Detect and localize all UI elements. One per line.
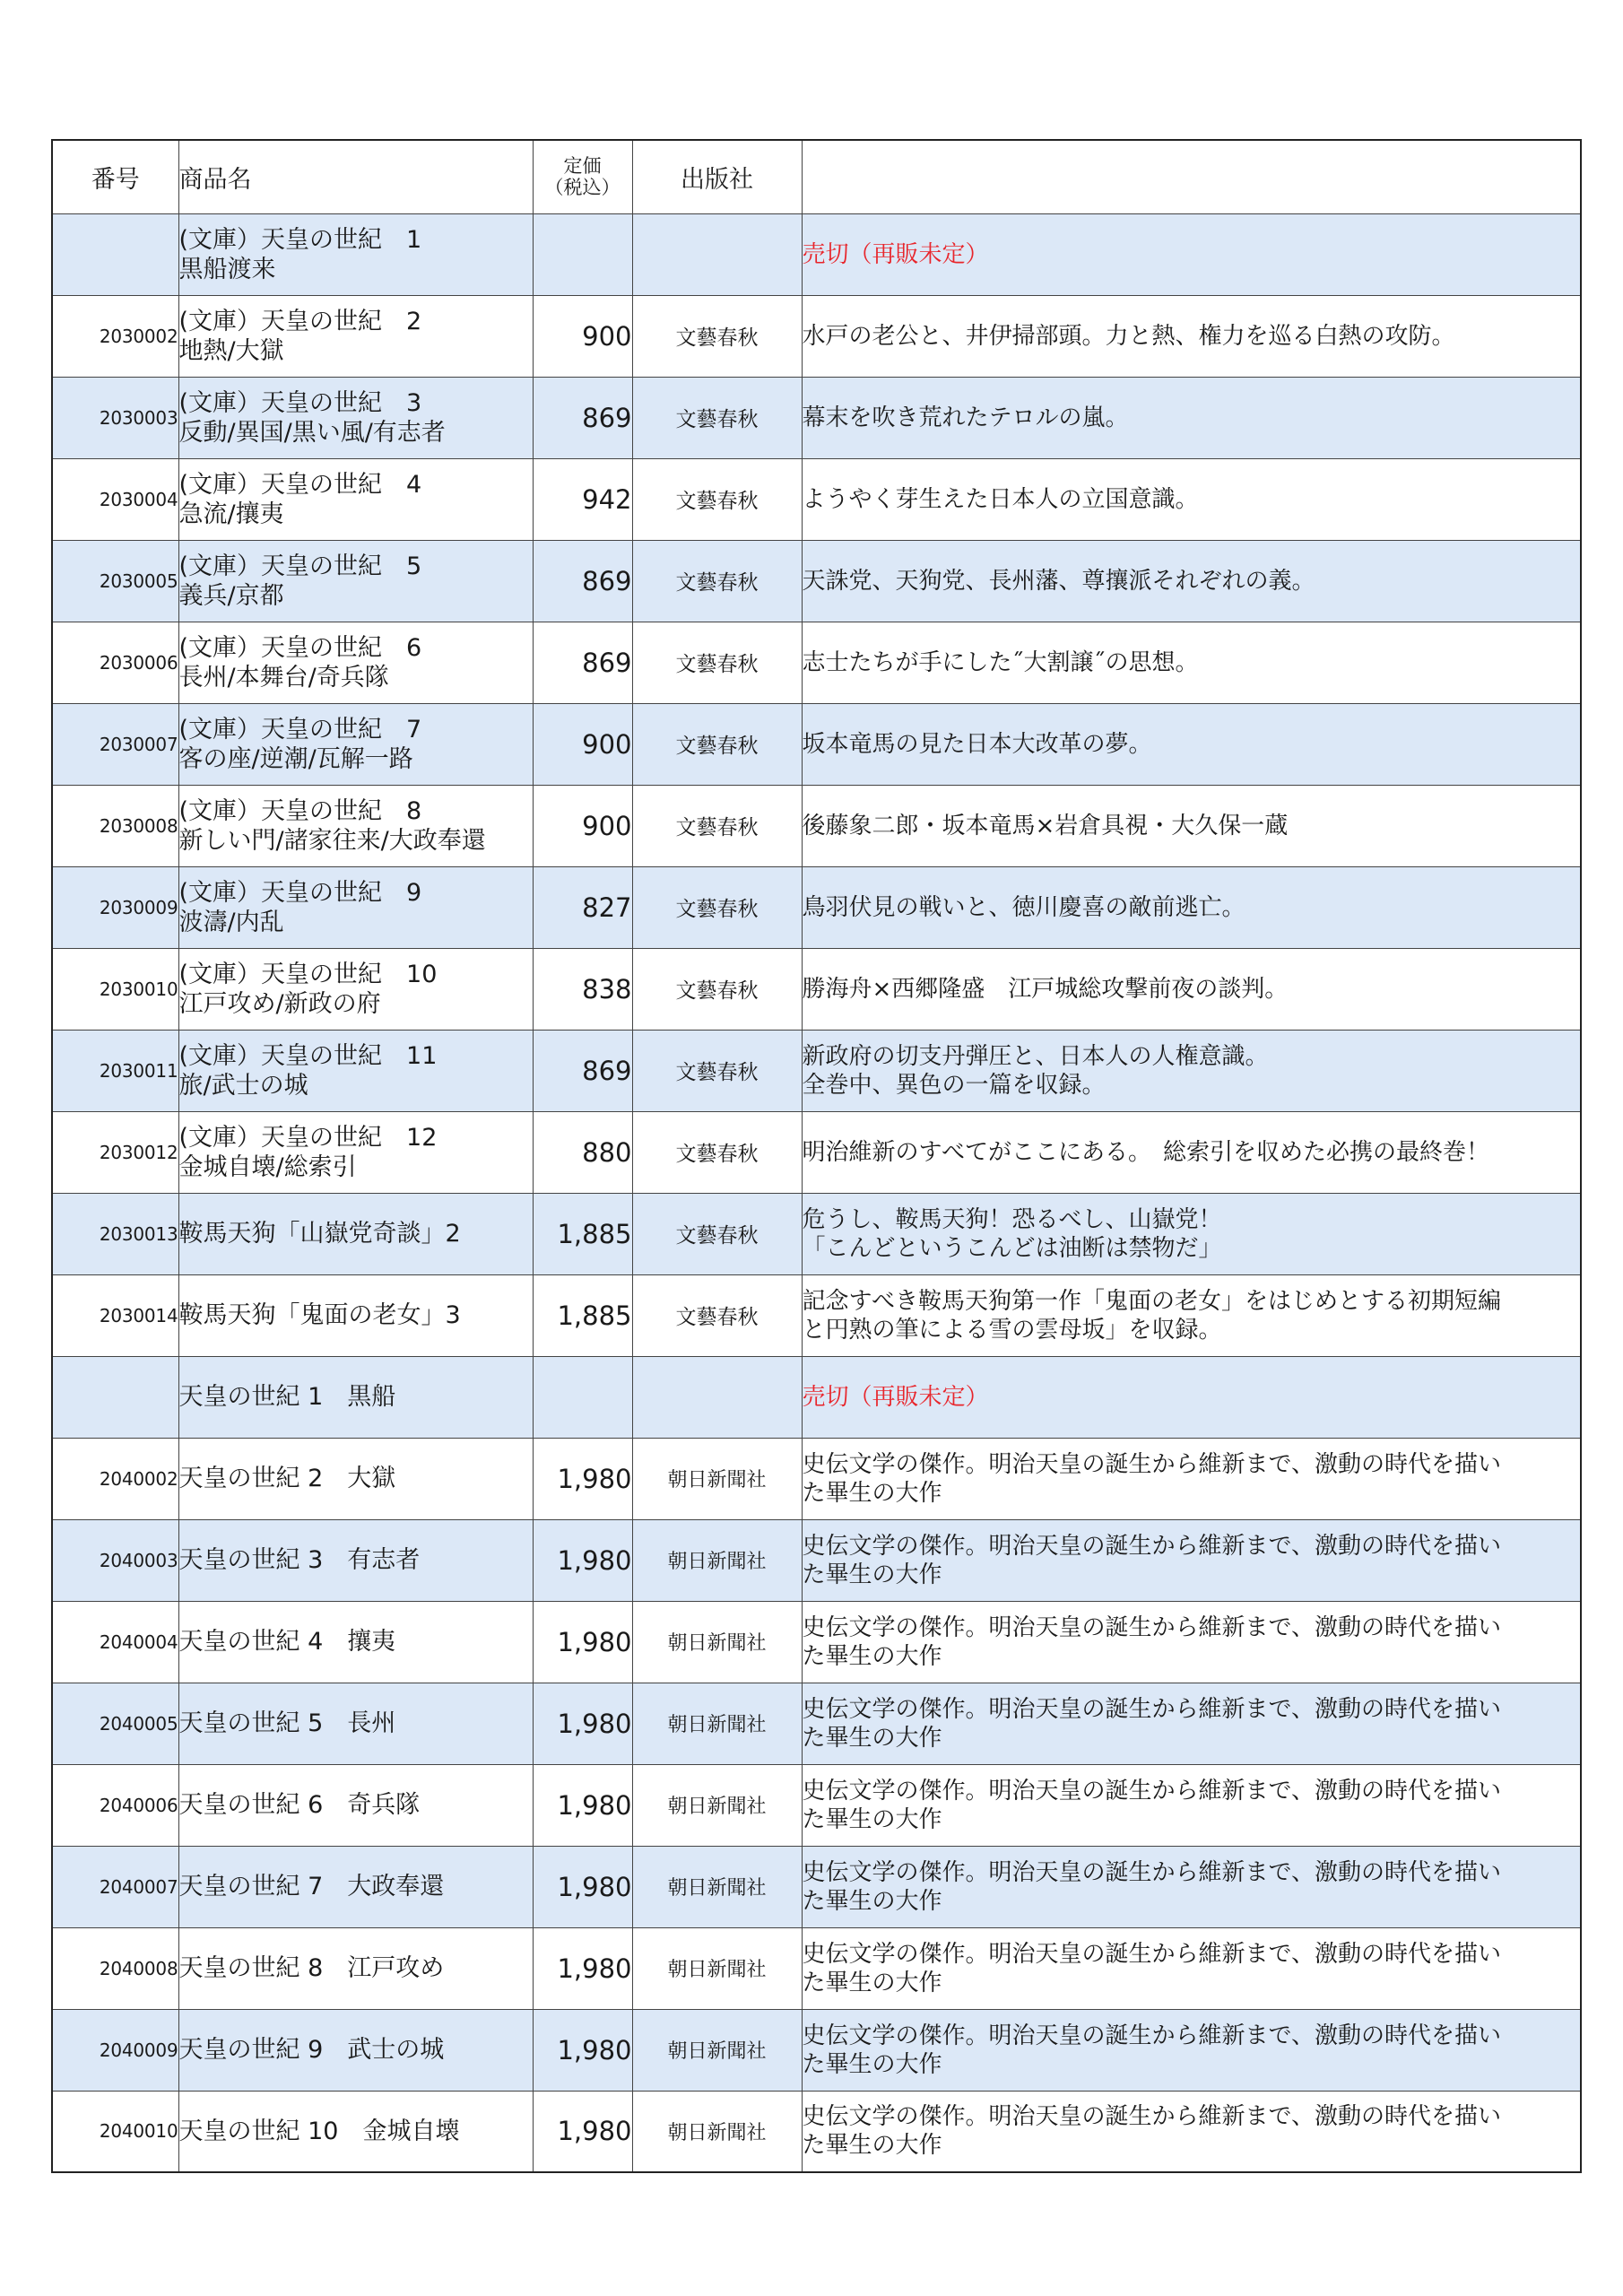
table-row (52, 2091, 1581, 2172)
product-id: 2030013 (52, 1193, 178, 1274)
product-name-line1: 天皇の世紀 9 武士の城 (178, 2036, 445, 2064)
table-row (52, 1030, 1581, 1111)
product-name (178, 1193, 533, 1274)
product-id: 2030011 (52, 1030, 178, 1111)
table-row (52, 1356, 1581, 1438)
table-row (52, 948, 1581, 1030)
product-name (178, 866, 533, 948)
product-price: 869 (533, 1030, 632, 1111)
product-id: 2040009 (52, 2009, 178, 2091)
product-name (178, 785, 533, 866)
product-publisher: 文藝春秋 (632, 703, 802, 785)
product-name (178, 1356, 533, 1438)
header-row (52, 140, 1581, 213)
product-price: 1,980 (533, 1438, 632, 1519)
product-id: 2040002 (52, 1438, 178, 1519)
product-description-line1: 新政府の切支丹弾圧と、日本人の人権意識。 (802, 1042, 1269, 1070)
product-name-line1: (文庫）天皇の世紀 2 (178, 307, 422, 335)
product-id: 2040006 (52, 1764, 178, 1846)
product-publisher: 文藝春秋 (632, 1274, 802, 1356)
product-price: 1,980 (533, 1927, 632, 2009)
product-publisher: 朝日新聞社 (632, 1764, 802, 1846)
product-id: 2030005 (52, 540, 178, 622)
product-name-line1: 天皇の世紀 4 攘夷 (178, 1628, 396, 1656)
product-publisher: 文藝春秋 (632, 295, 802, 377)
table-row (52, 1438, 1581, 1519)
table-row (52, 703, 1581, 785)
product-description-line1: 史伝文学の傑作。明治天皇の誕生から維新まで、激動の時代を描い (802, 1532, 1501, 1560)
product-name (178, 948, 533, 1030)
product-description-line2: た畢生の大作 (802, 1561, 942, 1588)
product-publisher: 朝日新聞社 (632, 1519, 802, 1601)
product-id: 2030008 (52, 785, 178, 866)
product-id: 2040010 (52, 2091, 178, 2172)
product-name (178, 1111, 533, 1193)
product-name-line1: (文庫）天皇の世紀 5 (178, 552, 422, 580)
product-id: 2030006 (52, 622, 178, 703)
product-id (52, 1356, 178, 1438)
product-publisher: 朝日新聞社 (632, 2091, 802, 2172)
product-name-line2: 地熱/大獄 (178, 336, 284, 365)
product-id: 2030007 (52, 703, 178, 785)
table-row (52, 785, 1581, 866)
product-price: 1,980 (533, 1601, 632, 1683)
product-id: 2030003 (52, 377, 178, 458)
product-description (802, 213, 1581, 295)
product-publisher: 朝日新聞社 (632, 1601, 802, 1683)
product-name-line2: 長州/本舞台/奇兵隊 (178, 663, 389, 691)
product-publisher: 朝日新聞社 (632, 1927, 802, 2009)
product-id: 2030012 (52, 1111, 178, 1193)
product-name-line1: (文庫）天皇の世紀 1 (178, 225, 422, 254)
product-name-line1: (文庫）天皇の世紀 7 (178, 715, 422, 744)
header-name: 商品名 (178, 140, 533, 213)
table-row (52, 213, 1581, 295)
product-name-line1: 鞍馬天狗「山嶽党奇談」2 (178, 1220, 461, 1248)
product-description-line1: 勝海舟×西郷隆盛 江戸城総攻撃前夜の談判。 (802, 975, 1289, 1003)
product-description-line1: 明治維新のすべてがここにある。 総索引を収めた必携の最終巻！ (802, 1138, 1489, 1166)
product-price: 869 (533, 377, 632, 458)
product-description (802, 458, 1581, 540)
product-description-line1: 坂本竜馬の見た日本大改革の夢。 (802, 730, 1152, 758)
product-price: 1,980 (533, 2009, 632, 2091)
product-description-line1: 売切（再販未定） (802, 1383, 989, 1411)
product-name (178, 1683, 533, 1764)
product-description-line1: 史伝文学の傑作。明治天皇の誕生から維新まで、激動の時代を描い (802, 1450, 1501, 1478)
header-price-line1: 定価 (563, 155, 602, 178)
product-name-line2: 旅/武士の城 (178, 1071, 308, 1100)
product-price: 1,980 (533, 1519, 632, 1601)
product-description-line1: 志士たちが手にした˝大割譲˝の思想。 (802, 648, 1199, 676)
product-name (178, 703, 533, 785)
table-row (52, 1274, 1581, 1356)
product-price: 838 (533, 948, 632, 1030)
product-description (802, 1927, 1581, 2009)
product-price: 942 (533, 458, 632, 540)
product-publisher (632, 1356, 802, 1438)
table-row (52, 622, 1581, 703)
product-publisher: 文藝春秋 (632, 866, 802, 948)
product-name (178, 1846, 533, 1927)
product-description (802, 1030, 1581, 1111)
product-name (178, 540, 533, 622)
product-description (802, 703, 1581, 785)
product-name (178, 622, 533, 703)
product-name-line1: (文庫）天皇の世紀 12 (178, 1123, 438, 1152)
product-description (802, 1764, 1581, 1846)
product-description (802, 948, 1581, 1030)
table-row (52, 1683, 1581, 1764)
product-publisher: 文藝春秋 (632, 948, 802, 1030)
table-row (52, 295, 1581, 377)
table-row (52, 1519, 1581, 1601)
product-publisher: 文藝春秋 (632, 540, 802, 622)
product-publisher: 朝日新聞社 (632, 1846, 802, 1927)
product-description-line2: た畢生の大作 (802, 1724, 942, 1752)
product-id: 2030004 (52, 458, 178, 540)
product-publisher: 文藝春秋 (632, 458, 802, 540)
product-name-line1: 天皇の世紀 1 黒船 (178, 1383, 396, 1411)
product-id: 2030014 (52, 1274, 178, 1356)
product-name-line2: 江戸攻め/新政の府 (178, 989, 381, 1018)
product-description-line1: 鳥羽伏見の戦いと、徳川慶喜の敵前逃亡。 (802, 893, 1245, 921)
product-description (802, 1683, 1581, 1764)
product-name (178, 1030, 533, 1111)
product-price: 1,885 (533, 1274, 632, 1356)
product-description (802, 1193, 1581, 1274)
product-price (533, 1356, 632, 1438)
product-name (178, 1927, 533, 2009)
product-description-line2: た畢生の大作 (802, 1805, 942, 1833)
product-description-line1: 売切（再販未定） (802, 240, 989, 268)
product-price (533, 213, 632, 295)
product-description (802, 785, 1581, 866)
product-description-line1: 水戸の老公と、井伊掃部頭。力と熱、権力を巡る白熱の攻防。 (802, 322, 1455, 350)
header-description (802, 140, 1581, 213)
product-description-line2: た畢生の大作 (802, 1887, 942, 1915)
product-description (802, 622, 1581, 703)
table-row (52, 1764, 1581, 1846)
product-id: 2030009 (52, 866, 178, 948)
product-description-line1: 史伝文学の傑作。明治天皇の誕生から維新まで、激動の時代を描い (802, 1777, 1501, 1805)
product-description-line1: 史伝文学の傑作。明治天皇の誕生から維新まで、激動の時代を描い (802, 1858, 1501, 1886)
product-id: 2040004 (52, 1601, 178, 1683)
product-price: 869 (533, 622, 632, 703)
product-name-line1: (文庫）天皇の世紀 9 (178, 878, 422, 907)
product-description (802, 2009, 1581, 2091)
table-row (52, 1111, 1581, 1193)
product-id: 2040007 (52, 1846, 178, 1927)
product-name-line1: (文庫）天皇の世紀 11 (178, 1041, 438, 1070)
product-publisher: 朝日新聞社 (632, 1683, 802, 1764)
product-name (178, 295, 533, 377)
product-description (802, 540, 1581, 622)
product-publisher: 文藝春秋 (632, 377, 802, 458)
product-price: 827 (533, 866, 632, 948)
product-description (802, 295, 1581, 377)
product-price: 900 (533, 785, 632, 866)
product-id: 2030010 (52, 948, 178, 1030)
product-description (802, 1356, 1581, 1438)
product-name (178, 2091, 533, 2172)
product-name (178, 1764, 533, 1846)
product-description-line2: た畢生の大作 (802, 1969, 942, 1996)
product-publisher (632, 213, 802, 295)
product-publisher: 文藝春秋 (632, 1193, 802, 1274)
product-name-line1: (文庫）天皇の世紀 3 (178, 388, 422, 417)
product-publisher: 文藝春秋 (632, 785, 802, 866)
catalog-table (51, 139, 1582, 2173)
product-description (802, 377, 1581, 458)
product-name (178, 458, 533, 540)
product-description-line2: 「こんどというこんどは油断は禁物だ」 (802, 1234, 1222, 1262)
product-description-line2: と円熟の筆による雪の雲母坂」を収録。 (802, 1316, 1222, 1344)
product-description-line1: 史伝文学の傑作。明治天皇の誕生から維新まで、激動の時代を描い (802, 1940, 1501, 1968)
product-description-line1: 史伝文学の傑作。明治天皇の誕生から維新まで、激動の時代を描い (802, 2022, 1501, 2049)
header-price (533, 140, 632, 213)
table-row (52, 866, 1581, 948)
table-row (52, 1601, 1581, 1683)
product-price: 869 (533, 540, 632, 622)
product-name-line1: 鞍馬天狗「鬼面の老女」3 (178, 1301, 461, 1329)
product-id (52, 213, 178, 295)
product-description (802, 1519, 1581, 1601)
product-description (802, 1438, 1581, 1519)
product-description (802, 866, 1581, 948)
product-price: 1,980 (533, 1683, 632, 1764)
product-description-line2: た畢生の大作 (802, 1642, 942, 1670)
table-row (52, 1927, 1581, 2009)
product-description-line1: 史伝文学の傑作。明治天皇の誕生から維新まで、激動の時代を描い (802, 1695, 1501, 1723)
product-description (802, 2091, 1581, 2172)
product-name-line1: 天皇の世紀 8 江戸攻め (178, 1954, 445, 1982)
product-name-line1: 天皇の世紀 10 金城自壊 (178, 2117, 460, 2145)
table-row (52, 1193, 1581, 1274)
product-name (178, 377, 533, 458)
product-name (178, 2009, 533, 2091)
product-description-line1: ようやく芽生えた日本人の立国意識。 (802, 485, 1199, 513)
header-price-line2: （税込） (544, 177, 621, 199)
product-name-line1: 天皇の世紀 6 奇兵隊 (178, 1791, 421, 1819)
product-name-line2: 急流/攘夷 (178, 500, 284, 528)
product-description-line1: 史伝文学の傑作。明治天皇の誕生から維新まで、激動の時代を描い (802, 1613, 1501, 1641)
product-price: 1,980 (533, 1846, 632, 1927)
product-name-line1: (文庫）天皇の世紀 4 (178, 470, 422, 499)
product-id: 2030002 (52, 295, 178, 377)
product-description-line1: 危うし、鞍馬天狗！恐るべし、山嶽党！ (802, 1205, 1222, 1233)
table-row (52, 540, 1581, 622)
header-publisher: 出版社 (632, 140, 802, 213)
table-row (52, 377, 1581, 458)
product-name (178, 1438, 533, 1519)
table-row (52, 1846, 1581, 1927)
product-name-line2: 波濤/内乱 (178, 908, 284, 936)
table-body (52, 213, 1581, 2172)
product-id: 2040008 (52, 1927, 178, 2009)
product-id: 2040005 (52, 1683, 178, 1764)
product-price: 1,980 (533, 2091, 632, 2172)
product-name-line1: 天皇の世紀 7 大政奉還 (178, 1873, 445, 1900)
product-description-line2: 全巻中、異色の一篇を収録。 (802, 1071, 1106, 1099)
product-publisher: 朝日新聞社 (632, 2009, 802, 2091)
product-name-line2: 新しい門/諸家往来/大政奉還 (178, 826, 486, 855)
product-id: 2040003 (52, 1519, 178, 1601)
product-description-line2: た畢生の大作 (802, 2050, 942, 2078)
product-description-line1: 記念すべき鞍馬天狗第一作「鬼面の老女」をはじめとする初期短編 (802, 1287, 1501, 1315)
product-description (802, 1601, 1581, 1683)
product-name-line2: 義兵/京都 (178, 581, 284, 610)
product-price: 880 (533, 1111, 632, 1193)
product-price: 900 (533, 295, 632, 377)
product-name-line2: 客の座/逆潮/瓦解一路 (178, 744, 413, 773)
product-name (178, 213, 533, 295)
product-price: 1,885 (533, 1193, 632, 1274)
product-description-line1: 史伝文学の傑作。明治天皇の誕生から維新まで、激動の時代を描い (802, 2103, 1501, 2131)
product-publisher: 朝日新聞社 (632, 1438, 802, 1519)
product-description-line2: た畢生の大作 (802, 2132, 942, 2160)
product-description-line2: た畢生の大作 (802, 1479, 942, 1507)
product-description-line1: 天誅党、天狗党、長州藩、尊攘派それぞれの義。 (802, 567, 1315, 595)
product-description (802, 1846, 1581, 1927)
product-name-line2: 金城自壊/総索引 (178, 1152, 357, 1181)
table-row (52, 2009, 1581, 2091)
product-description-line1: 後藤象二郎・坂本竜馬×岩倉具視・大久保一蔵 (802, 812, 1289, 839)
product-description (802, 1111, 1581, 1193)
product-publisher: 文藝春秋 (632, 1111, 802, 1193)
product-name-line1: (文庫）天皇の世紀 8 (178, 796, 422, 825)
product-name (178, 1274, 533, 1356)
product-name (178, 1519, 533, 1601)
product-description (802, 1274, 1581, 1356)
product-description-line1: 幕末を吹き荒れたテロルの嵐。 (802, 404, 1129, 431)
product-name-line1: 天皇の世紀 2 大獄 (178, 1465, 396, 1492)
product-name-line1: (文庫）天皇の世紀 6 (178, 633, 422, 662)
product-price: 1,980 (533, 1764, 632, 1846)
product-name (178, 1601, 533, 1683)
product-name-line2: 反動/異国/黒い風/有志者 (178, 418, 446, 447)
table-row (52, 458, 1581, 540)
product-name-line2: 黒船渡来 (178, 255, 276, 283)
product-publisher: 文藝春秋 (632, 622, 802, 703)
product-name-line1: 天皇の世紀 5 長州 (178, 1709, 396, 1737)
product-name-line1: 天皇の世紀 3 有志者 (178, 1546, 421, 1574)
product-publisher: 文藝春秋 (632, 1030, 802, 1111)
header-id: 番号 (52, 140, 178, 213)
product-price: 900 (533, 703, 632, 785)
product-name-line1: (文庫）天皇の世紀 10 (178, 960, 438, 988)
